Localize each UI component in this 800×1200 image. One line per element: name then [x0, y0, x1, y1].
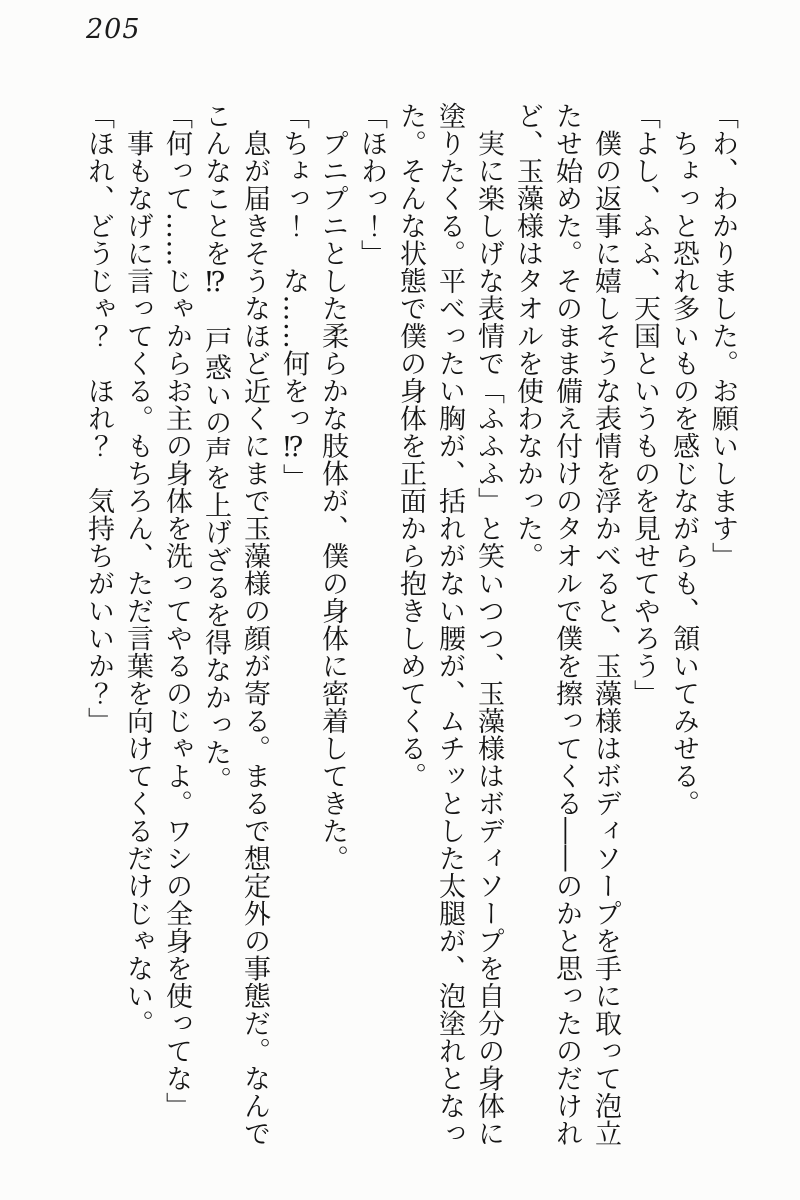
- text-line: ど、玉藻様はタオルを使わなかった。: [512, 102, 543, 570]
- text-line: 「ほわっ！」: [356, 102, 387, 267]
- text-line: 「何って……じゃからお主の身体を洗ってやるのじゃよ。ワシの全身を使ってな」: [161, 102, 192, 1120]
- text-line: 塗りたくる。平べったい胸が、括れがない腰が、ムチッとした太腿が、泡塗れとなっ: [434, 102, 465, 1147]
- text-line: 「ちょっ！ な……何をっ⁉」: [278, 102, 309, 491]
- page-number: 205: [86, 14, 141, 45]
- text-line: 僕の返事に嬉しそうな表情を浮かべると、玉藻様はボディソープを手に取って泡立: [590, 102, 621, 1147]
- text-line: ちょっと恐れ多いものを感じながらも、頷いてみせる。: [668, 102, 699, 817]
- text-line: 「ほれ、どうじゃ？ ほれ？ 気持ちがいいか？」: [83, 102, 114, 735]
- text-line: 「よし、ふふ、天国というものを見せてやろう」: [629, 102, 660, 707]
- text-block: [79, 102, 742, 1158]
- text-line: 実に楽しげな表情で「ふふふ」と笑いつつ、玉藻様はボディソープを自分の身体に: [473, 102, 504, 1147]
- text-line: 「わ、わかりました。お願いします」: [707, 102, 738, 570]
- text-line: たせ始めた。そのまま備え付けのタオルで僕を擦ってくる――のかと思ったのだけれ: [551, 102, 582, 1147]
- text-line: 事もなげに言ってくる。もちろん、ただ言葉を向けてくるだけじゃない。: [122, 102, 153, 1037]
- text-line: た。そんな状態で僕の身体を正面から抱きしめてくる。: [395, 102, 426, 790]
- text-line: プニプニとした柔らかな肢体が、僕の身体に密着してきた。: [317, 102, 348, 872]
- text-line: 息が届きそうなほど近くにまで玉藻様の顔が寄る。まるで想定外の事態だ。なんで: [239, 102, 270, 1147]
- text-line: こんなことを⁉ 戸惑いの声を上げざるを得なかった。: [200, 102, 231, 794]
